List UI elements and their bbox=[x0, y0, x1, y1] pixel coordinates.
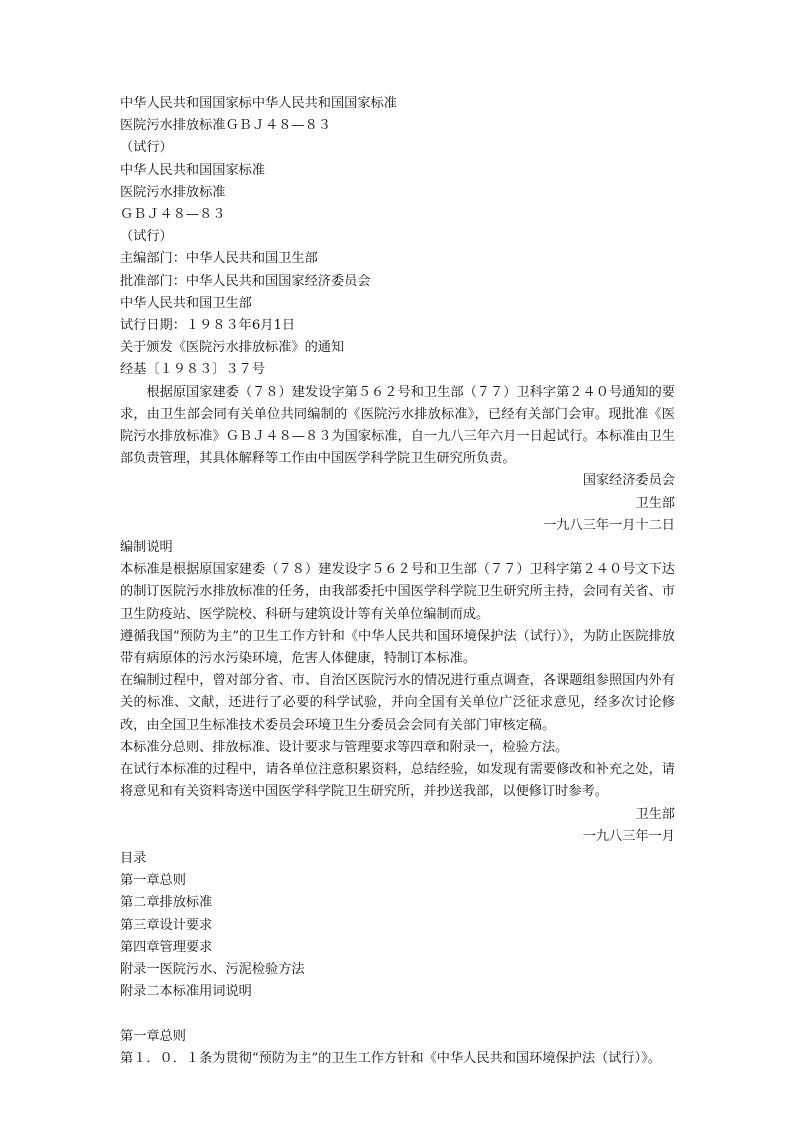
notice-signatory-2: 卫生部 bbox=[635, 495, 675, 511]
document-page bbox=[120, 93, 675, 1070]
notice-date: 一九八三年一月十二日 bbox=[543, 517, 675, 533]
notice-doc-number: 经基〔１９８３〕３７号 bbox=[120, 362, 266, 378]
explanation-title: 编制说明 bbox=[120, 540, 173, 556]
trial-date: 试行日期：１９８３年6月1日 bbox=[120, 318, 296, 334]
toc-item: 第三章设计要求 bbox=[120, 917, 213, 933]
header-line-3: （试行） bbox=[120, 140, 173, 156]
toc-item: 第四章管理要求 bbox=[120, 939, 213, 955]
toc-item: 附录二本标准用词说明 bbox=[120, 984, 252, 1000]
header-line-5: 医院污水排放标准 bbox=[120, 184, 226, 200]
notice-body: 根据原国家建委（７８）建发设字第５６２号和卫生部（７７）卫科字第２４０号通知的要求，由卫生部会同有关单位共同编制的《医院污水排放标准》，已经有关部门会审。现批准《医院污水排放标准》ＧＢＪ４８—８３为国家标准，自一九八三年六月一日起试行。本标准由卫生部负责管理，其具体解释等工作由中国医学科学院卫生研究所负责。 bbox=[120, 384, 675, 467]
explanation-paragraph-5: 在试行本标准的过程中，请各单位注意积累资料，总结经验，如发现有需要修改和补充之处，请将意见和有关资料寄送中国医学科学院卫生研究所，并抄送我部，以便修订时参考。 bbox=[120, 762, 675, 800]
explanation-paragraph-4: 本标准分总则、排放标准、设计要求与管理要求等四章和附录一，检验方法。 bbox=[120, 739, 569, 755]
header-line-2: 医院污水排放标准ＧＢＪ４８—８３ bbox=[120, 118, 331, 134]
chief-editor: 主编部门：中华人民共和国卫生部 bbox=[120, 251, 318, 267]
header-line-4: 中华人民共和国国家标准 bbox=[120, 162, 266, 178]
ministry: 中华人民共和国卫生部 bbox=[120, 295, 252, 311]
article-1-0-1: 第１．０．１条为贯彻“预防为主”的卫生工作方针和《中华人民共和国环境保护法（试行）》。 bbox=[120, 1050, 661, 1066]
section-spacer bbox=[120, 1003, 675, 1025]
explanation-date: 一九八三年一月 bbox=[582, 828, 675, 844]
chapter-1-title: 第一章总则 bbox=[120, 1028, 186, 1044]
header-line-6: ＧＢＪ４８—８３ bbox=[120, 207, 226, 223]
toc-item: 第二章排放标准 bbox=[120, 895, 213, 911]
explanation-paragraph-2: 遵循我国“预防为主”的卫生工作方针和《中华人民共和国环境保护法（试行）》，为防止医院排放带有病原体的污水污染环境，危害人体健康，特制订本标准。 bbox=[120, 628, 675, 667]
toc-item: 附录一医院污水、污泥检验方法 bbox=[120, 961, 305, 977]
notice-title: 关于颁发《医院污水排放标准》的通知 bbox=[120, 340, 345, 356]
approver: 批准部门：中华人民共和国国家经济委员会 bbox=[120, 273, 371, 289]
explanation-paragraph-3: 在编制过程中，曾对部分省、市、自治区医院污水的情况进行重点调查，各课题组参照国内外有关的标准、文献，还进行了必要的科学试验，并向全国有关单位广泛征求意见，经多次讨论修改，由全国卫生标准技术委员会环境卫生分委员会会同有关部门审核定稿。 bbox=[120, 673, 675, 733]
explanation-paragraph-1: 本标准是根据原国家建委（７８）建发设字５６２号和卫生部（７７）卫科字第２４０号文下达的制订医院污水排放标准的任务，由我部委托中国医学科学院卫生研究所主持，会同有关省、市卫生防疫站、医学院校、科研与建筑设计等有关单位编制而成。 bbox=[120, 562, 675, 622]
explanation-signatory: 卫生部 bbox=[635, 806, 675, 822]
toc-title: 目录 bbox=[120, 850, 147, 866]
toc-item: 第一章总则 bbox=[120, 873, 186, 889]
header-line-7: （试行） bbox=[120, 229, 173, 245]
notice-signatory-1: 国家经济委员会 bbox=[582, 473, 675, 489]
header-line-1: 中华人民共和国国家标中华人民共和国国家标准 bbox=[120, 96, 397, 111]
